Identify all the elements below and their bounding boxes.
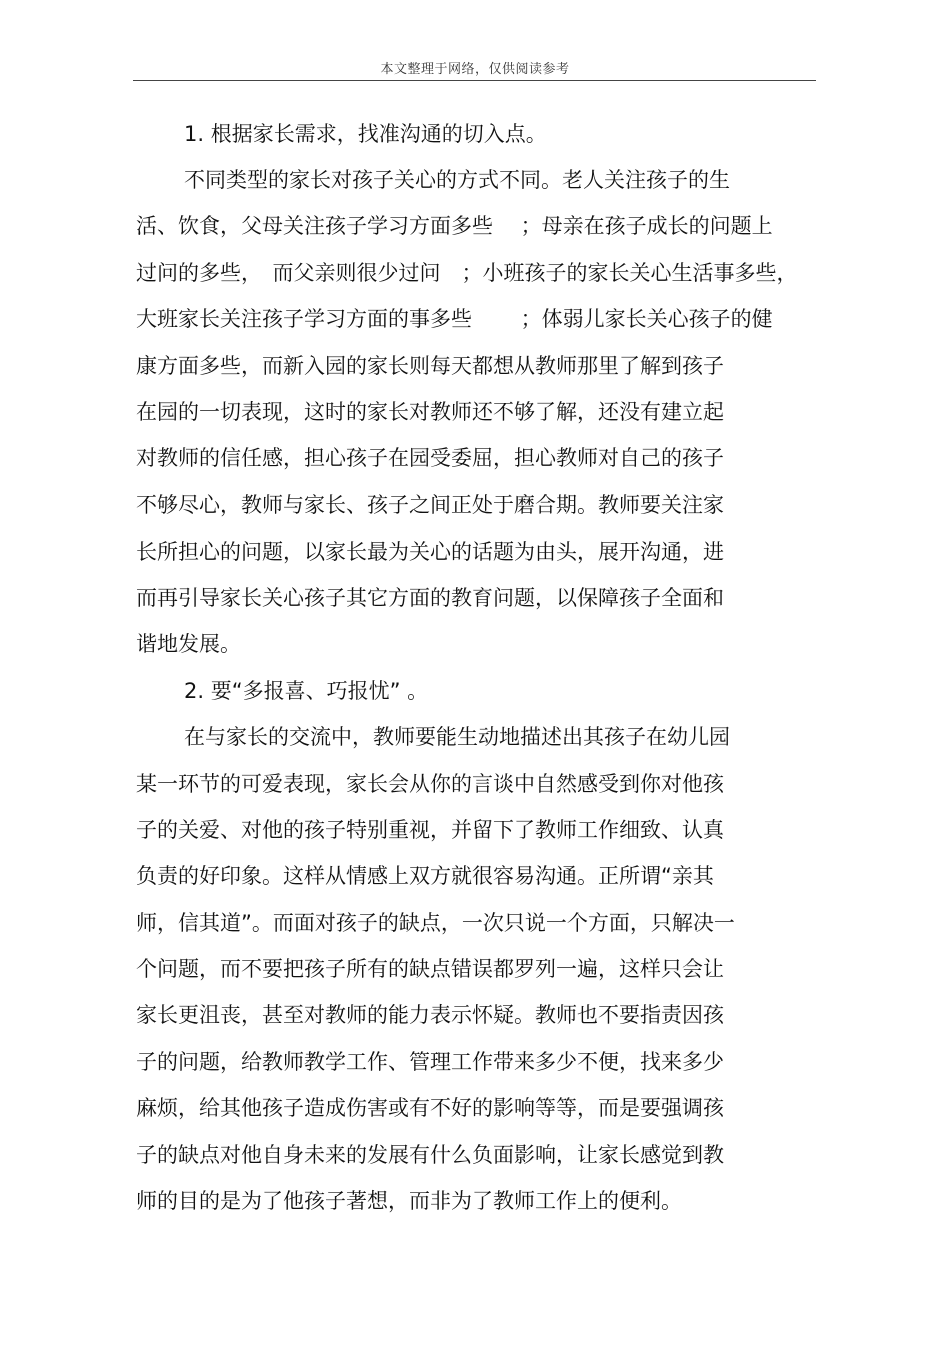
paragraph-line: 不够尽心，教师与家长、孩子之间正处于磨合期。教师要关注家 xyxy=(136,493,724,517)
paragraph-line: 子的关爱、对他的孩子特别重视，并留下了教师工作细致、认真 xyxy=(136,818,724,842)
paragraph-line: 某一环节的可爱表现，家长会从你的言谈中自然感受到你对他孩 xyxy=(136,772,724,796)
paragraph-line: 子的问题，给教师教学工作、管理工作带来多少不便，找来多少 xyxy=(136,1050,724,1074)
paragraph-line: 大班家长关注孩子学习方面的事多些 ；体弱儿家长关心孩子的健 xyxy=(136,307,773,331)
paragraph-line: 长所担心的问题，以家长最为关心的话题为由头，展开沟通，进 xyxy=(136,540,724,564)
paragraph-line: 在园的一切表现，这时的家长对教师还不够了解，还没有建立起 xyxy=(136,400,724,424)
paragraph-line: 麻烦，给其他孩子造成伤害或有不好的影响等等，而是要强调孩 xyxy=(136,1096,724,1120)
paragraph-line: 过问的多些， 而父亲则很少过问 ；小班孩子的家长关心生活事多些， xyxy=(136,261,798,285)
paragraph-line: 活、饮食，父母关注孩子学习方面多些 ；母亲在孩子成长的问题上 xyxy=(136,214,773,238)
header-divider xyxy=(133,80,816,81)
paragraph-line: 在与家长的交流中，教师要能生动地描述出其孩子在幼儿园 xyxy=(184,725,730,749)
paragraph-line: 负责的好印象。这样从情感上双方就很容易沟通。正所谓“亲其 xyxy=(136,864,714,888)
paragraph-line: 对教师的信任感，担心孩子在园受委屈，担心教师对自己的孩子 xyxy=(136,446,724,470)
paragraph-line: 康方面多些，而新入园的家长则每天都想从教师那里了解到孩子 xyxy=(136,354,724,378)
paragraph-line: 师，信其道”。而面对孩子的缺点，一次只说一个方面，只解决一 xyxy=(136,911,735,935)
paragraph-line: 子的缺点对他自身未来的发展有什么负面影响，让家长感觉到教 xyxy=(136,1143,724,1167)
heading-2: 2. 要“多报喜、巧报忧” 。 xyxy=(184,679,429,703)
paragraph-line: 不同类型的家长对孩子关心的方式不同。老人关注孩子的生 xyxy=(184,168,730,192)
paragraph-line: 而再引导家长关心孩子其它方面的教育问题，以保障孩子全面和 xyxy=(136,586,724,610)
page-header: 本文整理于网络，仅供阅读参考 xyxy=(380,62,570,77)
heading-1: 1. 根据家长需求，找准沟通的切入点。 xyxy=(184,122,547,146)
paragraph-line: 谐地发展。 xyxy=(136,632,241,656)
paragraph-line: 家长更沮丧，甚至对教师的能力表示怀疑。教师也不要指责因孩 xyxy=(136,1003,724,1027)
paragraph-line: 师的目的是为了他孩子著想，而非为了教师工作上的便利。 xyxy=(136,1189,682,1213)
paragraph-line: 个问题，而不要把孩子所有的缺点错误都罗列一遍，这样只会让 xyxy=(136,957,724,981)
